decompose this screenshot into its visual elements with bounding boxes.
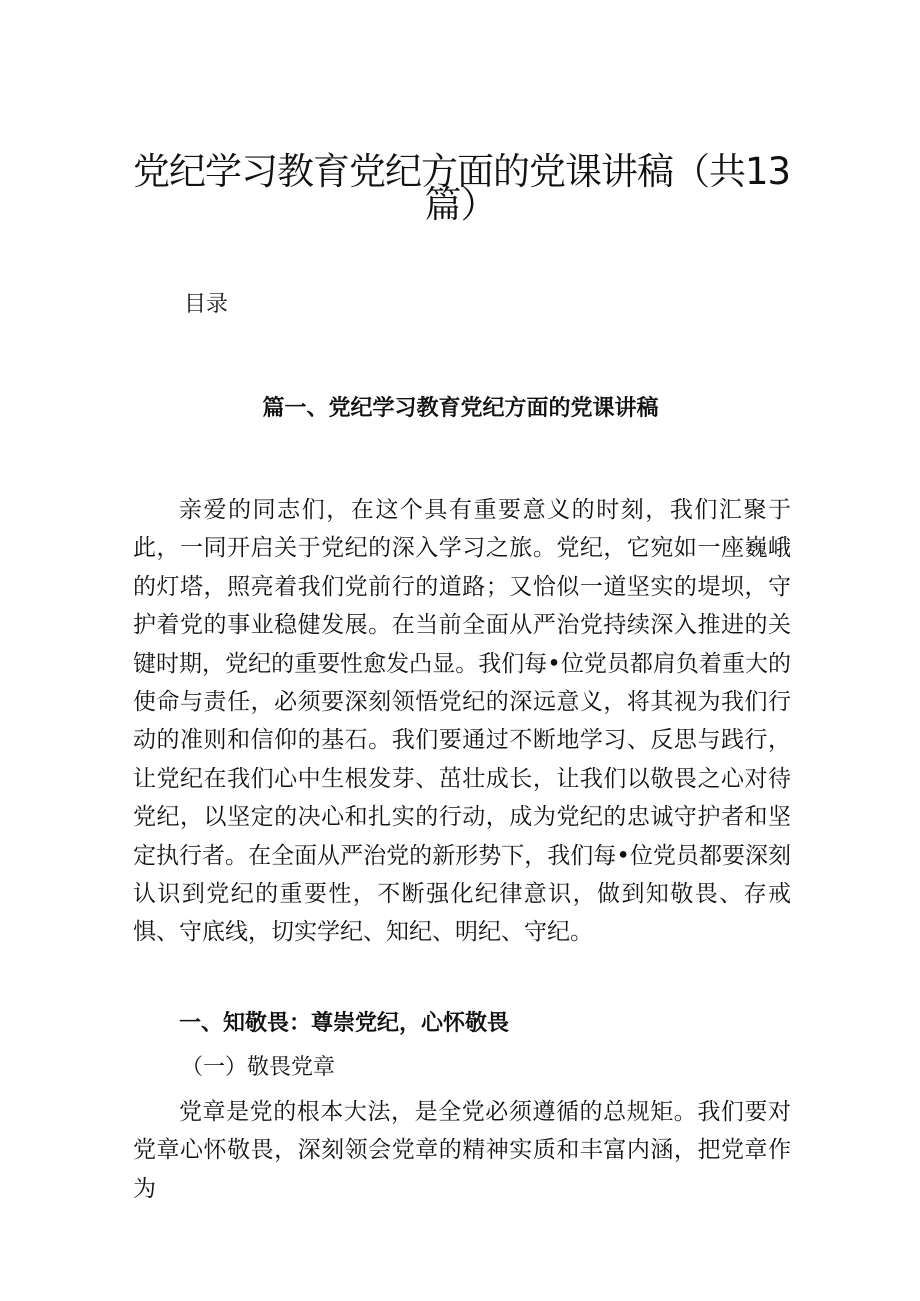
table-of-contents-label: 目录 xyxy=(184,292,229,317)
document-title-line2: 篇） xyxy=(424,183,497,226)
subheading-1: 一、知敬畏：尊崇党纪，心怀敬畏 xyxy=(179,1011,510,1036)
body-paragraph-1: 亲爱的同志们，在这个具有重要意义的时刻，我们汇聚于此，一同开启关于党纪的深入学习之旅。党纪，它宛如一座巍峨的灯塔，照亮着我们党前行的道路；又恰似一道坚实的堤坝，守护着党的事业稳健发展。在当前全面从严治党持续深入推进的关键时期，党纪的重要性愈发凸显。我们每•位党员都肩负着重大的使命与责任，必须要深刻领悟党纪的深远意义，将其视为我们行动的准则和信仰的基石。我们要通过不断地学习、反思与践行，让党纪在我们心中生根发芽、茁壮成长，让我们以敬畏之心对待党纪，以坚定的决心和扎实的行动，成为党纪的忠诚守护者和坚定执行者。在全面从严治党的新形势下，我们每•位党员都要深刻认识到党纪的重要性，不断强化纪律意识，做到知敬畏、存戒惧、守底线，切实学纪、知纪、明纪、守纪。 xyxy=(133,497,791,946)
subsubheading-1: （一）敬畏党章 xyxy=(181,1055,336,1080)
document-title-line1: 党纪学习教育党纪方面的党课讲稿（共13 xyxy=(133,150,791,193)
body-paragraph-2: 党章是党的根本大法，是全党必须遵循的总规矩。我们要对党章心怀敬畏，深刻领会党章的精神实质和丰富内涵，把党章作为 xyxy=(133,1099,791,1202)
section-heading: 篇一、党纪学习教育党纪方面的党课讲稿 xyxy=(262,396,659,421)
